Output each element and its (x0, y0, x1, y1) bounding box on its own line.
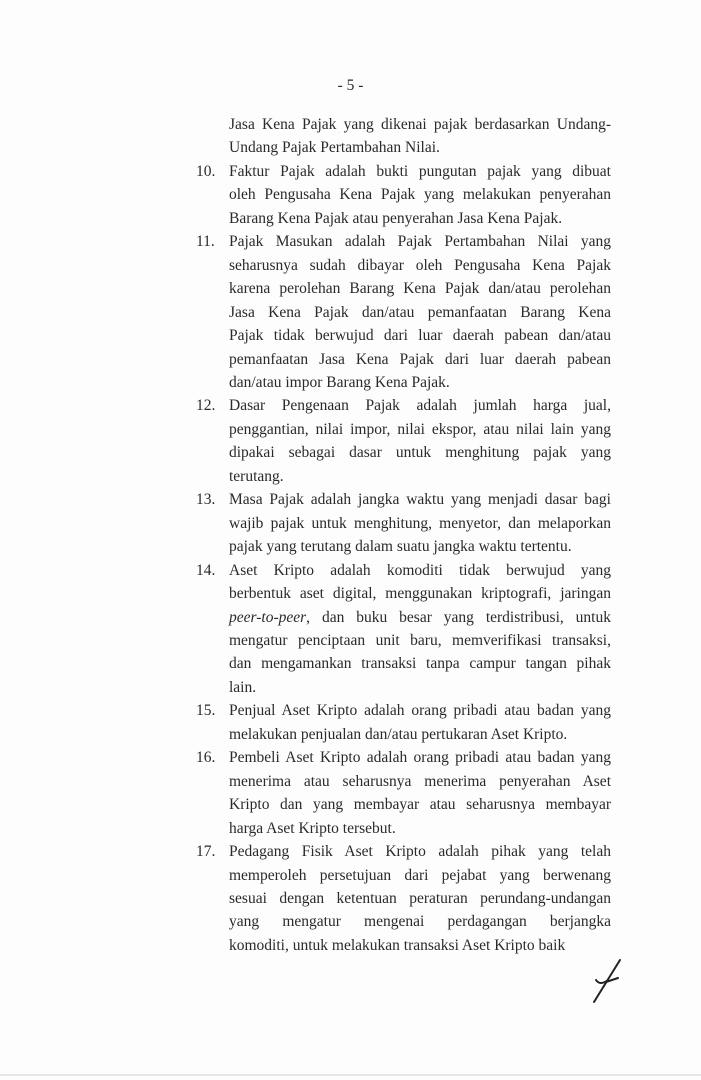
definition-item (196, 559, 611, 700)
text-line: Dasar Pengenaan Pajak adalah jumlah harga jual, (229, 397, 611, 415)
text-line: Jasa Kena Pajak yang dikenai pajak berdasarkan Undang- (229, 116, 611, 133)
text-line: Penjual Aset Kripto adalah orang pribadi atau badan yang (229, 702, 611, 720)
text-line: Faktur Pajak adalah bukti pungutan pajak yang dibuat (229, 162, 611, 180)
text-line: harga Aset Kripto tersebut. (229, 819, 396, 837)
text-line: oleh Pengusaha Kena Pajak yang melakukan penyerahan (229, 186, 611, 204)
definition-item (196, 394, 611, 488)
text-line: dan/atau impor Barang Kena Pajak. (229, 373, 450, 391)
text-line: menerima atau seharusnya menerima penyerahan Aset (229, 772, 611, 790)
definition-item (196, 840, 611, 957)
text-line: mengatur penciptaan unit baru, memverifikasi transaksi, (229, 631, 611, 649)
item-number: 17. (196, 843, 216, 861)
item-number: 11. (196, 233, 215, 251)
text-line: dipakai sebagai dasar untuk menghitung pajak yang (229, 444, 611, 462)
signature-initial (590, 958, 626, 1004)
definition-item (196, 230, 611, 394)
text-line: Undang Pajak Pertambahan Nilai. (229, 139, 440, 157)
text-line: terutang. (229, 467, 284, 485)
text-line: pajak yang terutang dalam suatu jangka waktu tertentu. (229, 538, 572, 556)
page-edge-line (0, 1074, 701, 1076)
text-line: Aset Kripto adalah komoditi tidak berwujud yang (229, 561, 611, 579)
page-number (0, 77, 701, 95)
text-line: peer-to-peer, dan buku besar yang terdistribusi, untuk (229, 608, 611, 626)
definition-item (196, 160, 611, 230)
text-line: Jasa Kena Pajak dan/atau pemanfaatan Barang Kena (229, 303, 611, 321)
definition-item (196, 699, 611, 746)
text-line: Pedagang Fisik Aset Kripto adalah pihak yang telah (229, 843, 611, 861)
item-number: 10. (196, 162, 216, 180)
definition-item (196, 746, 611, 840)
text-line: Pajak tidak berwujud dari luar daerah pabean dan/atau (229, 327, 611, 345)
text-line: komoditi, untuk melakukan transaksi Aset Kripto baik (229, 936, 566, 954)
item-number: 14. (196, 561, 216, 579)
text-line: lain. (229, 678, 257, 696)
text-line: penggantian, nilai impor, nilai ekspor, atau nilai lain yang (229, 420, 611, 438)
italic-term: peer-to-peer (229, 608, 307, 626)
definition-item (196, 488, 611, 558)
item-number: 12. (196, 397, 216, 415)
document-body (196, 113, 611, 957)
text-line: Masa Pajak adalah jangka waktu yang menjadi dasar bagi (229, 491, 611, 509)
text-line: dan mengamankan transaksi tanpa campur tangan pihak (229, 655, 611, 673)
text-line: sesuai dengan ketentuan peraturan perundang-undangan (229, 889, 611, 907)
text-line: Kripto dan yang membayar atau seharusnya membayar (229, 796, 611, 814)
item-number: 16. (196, 749, 216, 767)
continuation-paragraph (196, 113, 611, 160)
text-line: Pembeli Aset Kripto adalah orang pribadi atau badan yang (229, 749, 611, 767)
item-number: 15. (196, 702, 216, 720)
text-line: Barang Kena Pajak atau penyerahan Jasa Kena Pajak. (229, 209, 563, 227)
text-line: yang mengatur mengenai perdagangan berjangka (229, 913, 611, 931)
text-line: pemanfaatan Jasa Kena Pajak dari luar daerah pabean (229, 350, 611, 368)
text-line: wajib pajak untuk menghitung, menyetor, dan melaporkan (229, 514, 611, 532)
text-line: karena perolehan Barang Kena Pajak dan/atau perolehan (229, 280, 611, 298)
text-line: seharusnya sudah dibayar oleh Pengusaha Kena Pajak (229, 256, 611, 274)
text-line: Pajak Masukan adalah Pajak Pertambahan Nilai yang (229, 233, 611, 251)
item-number: 13. (196, 491, 216, 509)
text-line: berbentuk aset digital, menggunakan kriptografi, jaringan (229, 585, 611, 603)
page-number-text: - 5 - (337, 77, 364, 94)
text-line: melakukan penjualan dan/atau pertukaran Aset Kripto. (229, 725, 568, 743)
text-line: memperoleh persetujuan dari pejabat yang berwenang (229, 866, 611, 884)
